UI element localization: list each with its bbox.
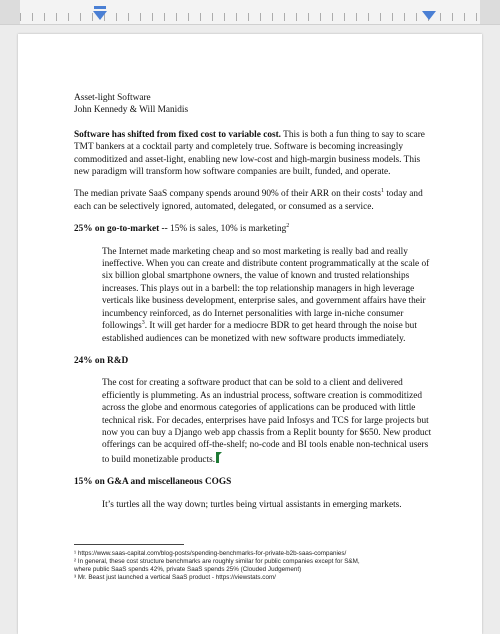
median-paragraph xyxy=(74,188,426,213)
footnote-separator xyxy=(74,544,184,545)
doc-title: Asset-light Software xyxy=(74,93,151,103)
rd-line: The cost for creating a software product that can be sold to a client and delivered xyxy=(102,378,403,389)
rd-line: across the globe and enormous categories of applications can be produced with little xyxy=(102,403,416,414)
footnote-2-cont: where public SaaS spends 42%, private SaaS spends 25% (Clouded Judgement) xyxy=(74,566,302,573)
footnote-ref[interactable]: 1 xyxy=(381,188,384,195)
intro-line: commoditized and asset-light, enabling new low-cost and high-margin business models. This xyxy=(74,154,421,165)
gtm-subheading: 15% is sales, 10% is marketing xyxy=(167,224,287,235)
footnotes xyxy=(74,544,434,582)
intro-bold: Software has shifted from fixed cost to variable cost. xyxy=(74,129,282,140)
rd-line: to build monetizable products. xyxy=(102,454,216,465)
intro-paragraph xyxy=(74,129,426,179)
footnote-3[interactable]: ³ Mr. Beast just launched a vertical SaaS product - https://viewstats.com/ xyxy=(74,574,276,581)
ga-paragraph: It’s turtles all the way down; turtles being virtual assistants in emerging markets. xyxy=(102,499,402,510)
rd-heading: 24% on R&D xyxy=(74,355,129,366)
gtm-text: . It will get harder for a mediocre BDR to get heard through the noise but xyxy=(144,321,417,332)
footnote-ref[interactable]: 2 xyxy=(286,223,290,230)
comment-flag-icon[interactable] xyxy=(216,452,219,463)
gtm-line: incumbency reinforced, as do Internet personalities with large in-niche consumer xyxy=(102,308,404,319)
document-body[interactable] xyxy=(74,92,432,521)
gtm-line: increases. This plays out in a barbell: the top relationship managers in high leverage xyxy=(102,283,415,294)
gtm-heading xyxy=(74,223,426,235)
gtm-line: established audiences can be monetized with new software products immediately. xyxy=(102,333,406,344)
doc-authors: John Kennedy & Will Manidis xyxy=(74,105,189,116)
intro-rest: This is both a fun thing to say to scare xyxy=(281,129,425,140)
footnote-1[interactable]: ¹ https://www.saas-capital.com/blog-posts/spending-benchmarks-for-private-b2b-saas-companies/ xyxy=(74,550,347,557)
median-text: The median private SaaS company spends around 90% of their ARR on their costs xyxy=(74,189,381,200)
intro-line: new paradigm will transform how software companies are built, funded, and operate. xyxy=(74,167,391,178)
rd-line: offerings can be acquired off-the-shelf; no-code and BI tools enable non-technical users xyxy=(102,440,429,451)
rd-line: technical risk. For decades, enterprises have paid Infosys and TCS for large projects but xyxy=(102,415,429,426)
gtm-line: six billion global smartphone owners, the value of known and trusted relationships xyxy=(102,271,410,282)
ga-heading: 15% on G&A and miscellaneous COGS xyxy=(74,477,232,488)
ruler-ticks xyxy=(20,13,480,21)
median-text: today and xyxy=(384,189,423,200)
gtm-line: verticals like business development, enterprise sales, and government affairs have their xyxy=(102,296,426,307)
ruler xyxy=(0,0,500,25)
rd-line: efficiently is plummeting. As an industrial process, software creation is commoditized xyxy=(102,390,422,401)
gtm-line: ineffective. When you can create and distribute content programmatically at the scale of xyxy=(102,259,430,270)
gtm-line: The Internet made marketing cheap and so most marketing is really bad and really xyxy=(102,246,408,257)
document-page[interactable] xyxy=(18,34,482,634)
ruler-left-margin xyxy=(0,0,20,24)
rd-paragraph xyxy=(102,377,432,466)
first-line-indent-handle[interactable] xyxy=(94,6,106,9)
footnote-ref[interactable]: 3 xyxy=(141,320,145,326)
footnote-2: ² In general, these cost structure benchmarks are roughly similar for public companies except for S&M, xyxy=(74,558,360,565)
ruler-right-margin xyxy=(480,0,500,24)
gtm-text: followings xyxy=(102,321,142,332)
gtm-paragraph xyxy=(102,246,430,345)
gtm-heading-text: 25% on go-to-market -- xyxy=(74,224,168,235)
median-line: each can be selectively ignored, automated, delegated, or consumed as a service. xyxy=(74,201,374,212)
intro-line: TMT bankers at a cocktail party and completely true. Software is becoming increasingly xyxy=(74,142,403,153)
left-indent-marker-icon[interactable] xyxy=(93,11,107,20)
rd-line: now you can buy a Django web app chassis from a Replit bounty for $650. New product xyxy=(102,427,432,438)
right-indent-marker-icon[interactable] xyxy=(422,11,436,20)
